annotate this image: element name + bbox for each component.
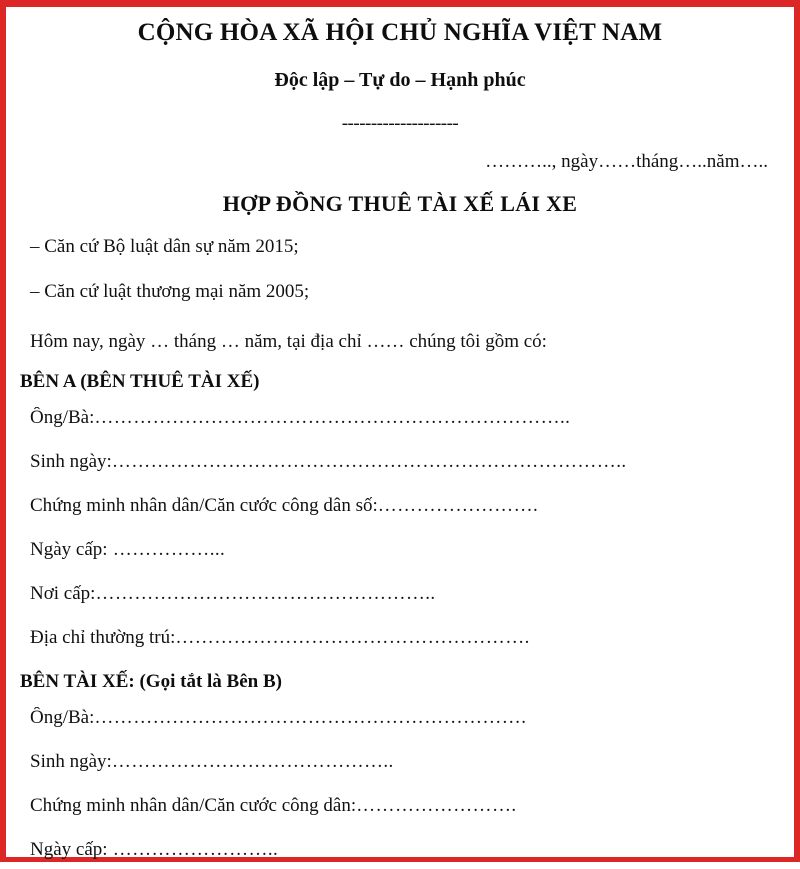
legal-basis-item: – Căn cứ luật thương mại năm 2005; [30, 280, 310, 302]
field-label: Sinh ngày: [30, 750, 112, 772]
field-label: Địa chỉ thường trú: [30, 626, 176, 648]
field-dotted-blank[interactable]: …………………………………………….. [95, 582, 436, 604]
field-dotted-blank[interactable]: …………………….. [107, 838, 279, 860]
field-label: Ông/Bà: [30, 706, 95, 728]
party-a-field-issue-place [30, 583, 780, 605]
field-label: Ngày cấp: [30, 538, 108, 560]
national-motto: Độc lập – Tự do – Hạnh phúc [274, 68, 526, 91]
field-dotted-blank[interactable]: ……………………. [356, 794, 517, 816]
party-a-field-name [30, 407, 780, 429]
page-title: HỢP ĐỒNG THUÊ TÀI XẾ LÁI XE [222, 190, 578, 216]
party-b-field-id-number [30, 795, 780, 817]
field-dotted-blank[interactable]: ………………………………………………. [175, 626, 530, 648]
field-label: Ngày cấp: [30, 838, 108, 860]
field-label: Chứng minh nhân dân/Căn cước công dân: [30, 794, 357, 816]
today-intro-line: Hôm nay, ngày … tháng … năm, tại địa chỉ …… chúng tôi gồm có: [30, 330, 547, 352]
national-title: CỘNG HÒA XÃ HỘI CHỦ NGHĨA VIỆT NAM [137, 19, 663, 46]
document-body [20, 237, 780, 861]
field-dotted-blank[interactable]: ……………... [107, 538, 226, 560]
field-dotted-blank[interactable]: …………………………………………………………. [94, 706, 527, 728]
legal-basis-item: – Căn cứ Bộ luật dân sự năm 2015; [30, 235, 299, 257]
field-label: Ông/Bà: [30, 406, 95, 428]
field-label: Nơi cấp: [30, 582, 96, 604]
party-a-field-address [30, 627, 780, 649]
party-a-field-id-number [30, 495, 780, 517]
field-dotted-blank[interactable]: ……………………………………………………………….. [94, 406, 571, 428]
header-separator: -------------------- [341, 112, 459, 134]
field-label: Sinh ngày: [30, 450, 112, 472]
field-label: Chứng minh nhân dân/Căn cước công dân số: [30, 494, 378, 516]
party-a-heading: BÊN A (BÊN THUÊ TÀI XẾ) [20, 370, 260, 392]
field-dotted-blank[interactable]: …………………………………….. [111, 750, 394, 772]
party-b-heading: BÊN TÀI XẾ: (Gọi tắt là Bên B) [20, 670, 282, 692]
field-dotted-blank[interactable]: …………………………………………………………………….. [111, 450, 627, 472]
field-dotted-blank[interactable]: ……………………. [377, 494, 539, 516]
date-line: ……….., ngày……tháng…..năm….. [485, 150, 768, 172]
party-b-field-issue-date [30, 839, 780, 861]
party-a-field-issue-date [30, 539, 780, 561]
party-b-field-birthdate [30, 751, 780, 773]
party-b-field-name [30, 707, 780, 729]
party-a-field-birthdate [30, 451, 780, 473]
document-content [6, 19, 794, 869]
